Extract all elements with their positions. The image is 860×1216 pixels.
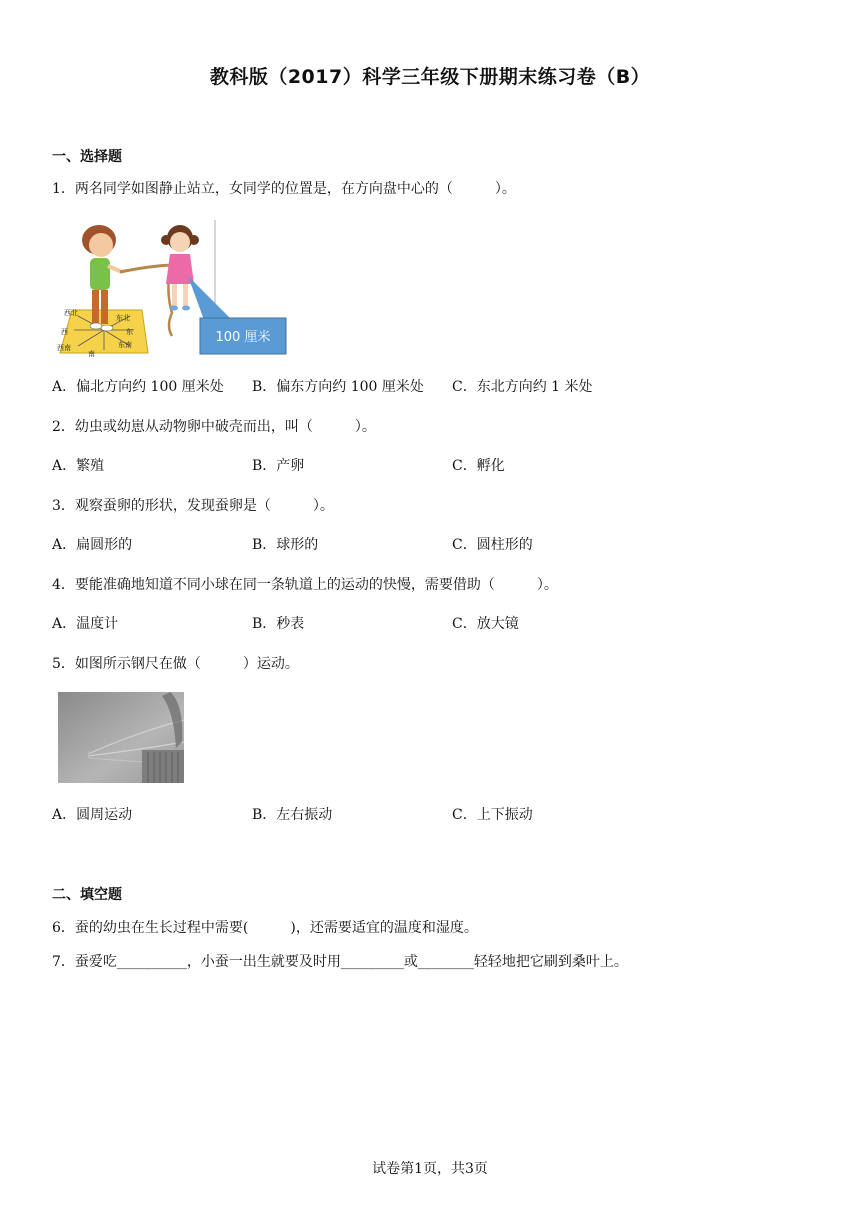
figure-vibrating-ruler bbox=[58, 692, 184, 783]
compass-se-label: 东南 bbox=[118, 341, 132, 349]
compass-s-label: 南 bbox=[88, 350, 95, 358]
q4-option-a: A．温度计 bbox=[52, 616, 119, 632]
q2-option-b: B．产卵 bbox=[252, 458, 305, 474]
q3-option-c: C．圆柱形的 bbox=[452, 537, 533, 553]
q5-option-b: B．左右振动 bbox=[252, 807, 333, 823]
q2-option-c: C．孵化 bbox=[452, 458, 505, 474]
q1-option-c: C．东北方向约 1 米处 bbox=[452, 379, 593, 395]
section-heading-choice: 一、选择题 bbox=[52, 149, 122, 165]
q5-option-a: A．圆周运动 bbox=[52, 807, 133, 823]
q1-option-a: A．偏北方向约 100 厘米处 bbox=[52, 379, 224, 395]
question-4-stem: 4．要能准确地知道不同小球在同一条轨道上的运动的快慢，需要借助（ ）。 bbox=[52, 577, 558, 593]
figure-children-compass bbox=[54, 218, 294, 358]
section-heading-fill: 二、填空题 bbox=[52, 887, 122, 903]
page-title: 教科版（2017）科学三年级下册期末练习卷（B） bbox=[209, 66, 651, 88]
callout-100cm-label: 100 厘米 bbox=[215, 330, 271, 345]
compass-w-label: 西 bbox=[61, 328, 68, 336]
compass-e-label: 东 bbox=[126, 328, 133, 336]
q4-option-b: B．秒表 bbox=[252, 616, 305, 632]
question-7-stem: 7．蚕爱吃__________，小蚕一出生就要及时用_________或________轻轻地把它刷到桑叶上。 bbox=[52, 954, 628, 970]
compass-ne-label: 东北 bbox=[116, 314, 130, 322]
q1-option-b: B．偏东方向约 100 厘米处 bbox=[252, 379, 424, 395]
q3-option-a: A．扁圆形的 bbox=[52, 537, 133, 553]
question-6-stem: 6．蚕的幼虫在生长过程中需要( )，还需要适宜的温度和湿度。 bbox=[52, 920, 478, 936]
q4-option-c: C．放大镜 bbox=[452, 616, 519, 632]
page-footer: 试卷第1页，共3页 bbox=[372, 1161, 488, 1177]
q2-option-a: A．繁殖 bbox=[52, 458, 105, 474]
q3-option-b: B．球形的 bbox=[252, 537, 319, 553]
compass-nw-label: 西北 bbox=[64, 309, 78, 317]
girl-illustration bbox=[161, 225, 199, 311]
question-2-stem: 2．幼虫或幼崽从动物卵中破壳而出，叫（ ）。 bbox=[52, 419, 376, 435]
q5-option-c: C．上下振动 bbox=[452, 807, 533, 823]
question-1-stem: 1．两名同学如图静止站立，女同学的位置是，在方向盘中心的（ ）。 bbox=[52, 181, 516, 197]
question-3-stem: 3．观察蚕卵的形状，发现蚕卵是（ ）。 bbox=[52, 498, 334, 514]
compass-sw-label: 西南 bbox=[57, 344, 71, 352]
question-5-stem: 5．如图所示钢尺在做（ ）运动。 bbox=[52, 656, 299, 672]
